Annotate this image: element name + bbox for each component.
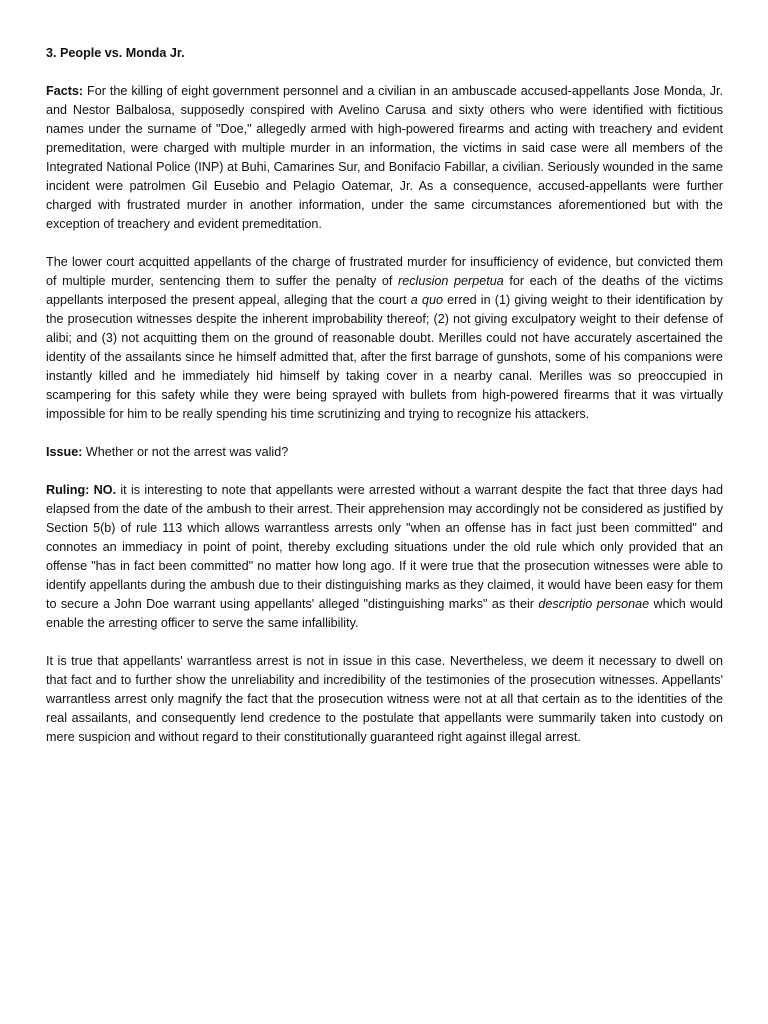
issue-label: Issue: xyxy=(46,445,83,459)
issue-paragraph xyxy=(46,443,723,462)
ruling-text-2: which would enable the arresting officer to serve the same infallibility. xyxy=(46,597,723,630)
case-title: 3. People vs. Monda Jr. xyxy=(46,46,185,60)
facts-label: Facts: xyxy=(46,84,84,98)
closing-paragraph: It is true that appellants' warrantless arrest is not in issue in this case. Nevertheless, we deem it necessary to dwell on that fact and to further show the unreliability and incredibility of the testimonies of the prosecution witnesses. Appellants' warrantless arrest only magnify the fact that the prosecution witness were not at all that certain as to the identities of the real assailants, and consequently lend credence to the postulate that appellants were summarily taken into custody on mere suspicion and without regard to their constitutionally guaranteed right against illegal arrest. xyxy=(46,654,723,744)
lower-court-text-2: for each of the deaths of the victims appellants interposed the present appeal, alleging that the court xyxy=(46,274,723,307)
issue-text: Whether or not the arrest was valid? xyxy=(82,445,289,459)
descriptio-personae-term: descriptio personae xyxy=(538,597,650,611)
ruling-paragraph xyxy=(46,481,723,633)
ruling-label: Ruling: NO. xyxy=(46,483,117,497)
facts-text: For the killing of eight government personnel and a civilian in an ambuscade accused-appellants Jose Monda, Jr. and Nestor Balbalosa, supposedly conspired with Avelino Carusa and sixty others who were identified with fictitious names under the surname of "Doe," allegedly armed with high-powered firearms and acting with treachery and evident premeditation, were charged with multiple murder in an information, the victims in said case were all members of the Integrated National Police (INP) at Buhi, Camarines Sur, and Bonifacio Fabillar, a civilian. Seriously wounded in the same incident were patrolmen Gil Eusebio and Pelagio Oatemar, Jr. As a consequence, accused-appellants were further charged with frustrated murder in another information, under the same circumstances aforementioned but with the exception of treachery and evident premeditation. xyxy=(46,84,723,231)
lower-court-text-1: The lower court acquitted appellants of the charge of frustrated murder for insufficiency of evidence, but convicted them of multiple murder, sentencing them to suffer the penalty of xyxy=(46,255,723,288)
reclusion-perpetua-term: reclusion perpetua xyxy=(398,274,504,288)
ruling-text-1: it is interesting to note that appellants were arrested without a warrant despite the fact that three days had elapsed from the date of the ambush to their arrest. Their apprehension may accordingly not be considered as justified by Section 5(b) of rule 113 which allows warrantless arrests only "when an offense has in fact just been committed" and connotes an immediacy in point of point, thereby excluding situations under the old rule which only provided that an offense "has in fact been committed" no matter how long ago. If it were true that the prosecution witnesses were able to identify appellants during the ambush due to their distinguishing marks as they claimed, it would have been easy for them to secure a John Doe warrant using appellants' alleged "distinguishing marks" as their xyxy=(46,483,723,611)
a-quo-term: a quo xyxy=(410,293,443,307)
lower-court-paragraph xyxy=(46,253,723,424)
lower-court-text-3: erred in (1) giving weight to their identification by the prosecution witnesses despite the inherent improbability thereof; (2) not giving exculpatory weight to their defense of alibi; and (3) not acquitting them on the ground of reasonable doubt. Merilles could not have accurately ascertained the identity of the assailants since he himself admitted that, after the first barrage of gunshots, some of his companions were instantly killed and he immediately hid himself by taking cover in a nearby canal. Merilles was so preoccupied in scampering for this safety while they were being sprayed with bullets from high-powered firearms that it was virtually impossible for him to be really spending his time scrutinizing and trying to recognize his attackers. xyxy=(46,293,723,421)
facts-paragraph xyxy=(46,82,723,234)
document-page xyxy=(46,44,723,766)
